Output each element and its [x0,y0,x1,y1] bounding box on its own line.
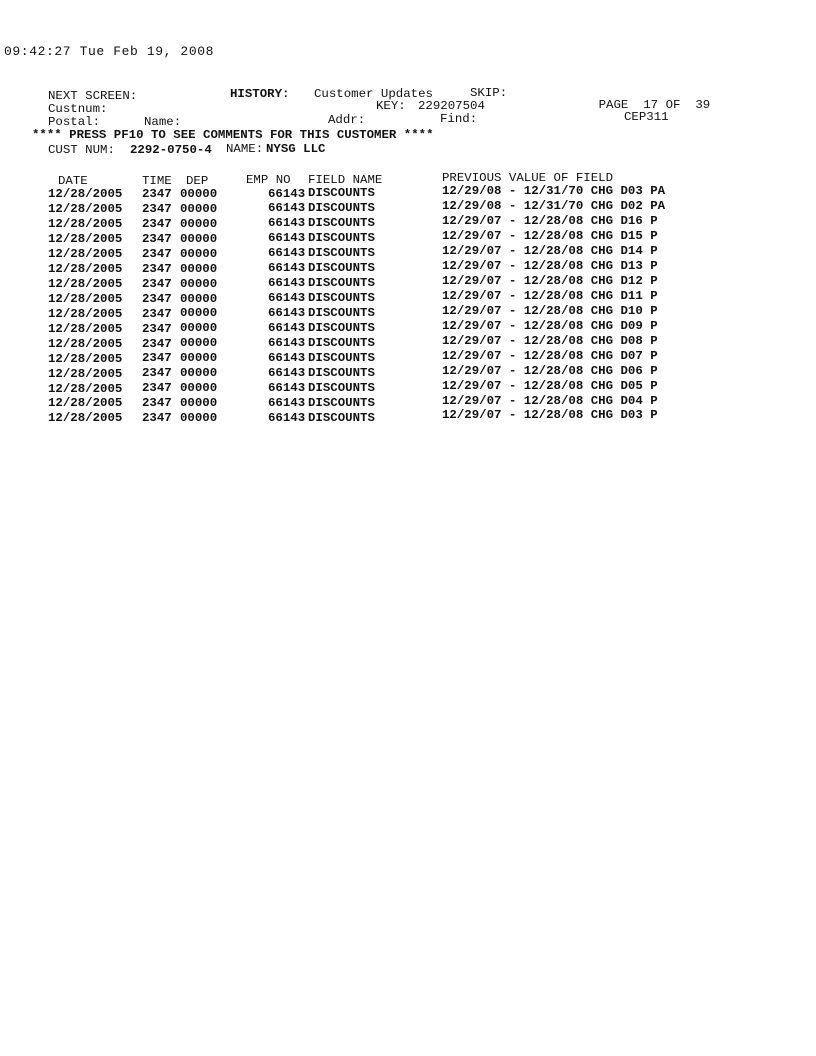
name-input[interactable] [192,115,322,129]
cell-previous-value: 12/29/08 - 12/31/70 CHG D02 PA [442,199,666,214]
table-row [46,303,696,321]
key-label: KEY: [376,99,406,113]
cell-field-name: DISCOUNTS [308,186,375,201]
cell-time: 2347 [142,216,172,231]
cell-time: 2347 [142,291,172,306]
cell-time: 2347 [142,366,172,381]
table-row [46,380,696,394]
next-screen-input[interactable] [160,87,230,101]
cell-previous-value: 12/29/07 - 12/28/08 CHG D11 P [442,288,658,303]
cell-date: 12/28/2005 [48,396,123,411]
cell-date: 12/28/2005 [48,336,123,351]
table-row [46,246,696,260]
cell-emp-no: 66143 [268,380,306,395]
pf10-notice: **** PRESS PF10 TO SEE COMMENTS FOR THIS CUSTOMER **** [32,128,434,142]
cust-name-value: NYSG LLC [266,142,326,156]
cell-date: 12/28/2005 [48,187,123,202]
cell-dep: 00000 [180,351,218,366]
page-of-label: OF [665,98,681,112]
cell-previous-value: 12/29/07 - 12/28/08 CHG D12 P [442,273,658,288]
cell-time: 2347 [142,411,172,426]
history-value: Customer Updates [314,87,433,101]
cell-dep: 00000 [180,291,218,306]
col-field-name: FIELD NAME [308,173,383,187]
cell-previous-value: 12/29/07 - 12/28/08 CHG D10 P [442,303,658,318]
cell-previous-value: 12/29/07 - 12/28/08 CHG D09 P [442,318,658,333]
col-time: TIME [142,174,172,188]
cell-field-name: DISCOUNTS [308,395,375,410]
table-row [46,350,696,364]
cell-dep: 00000 [180,216,218,231]
cell-field-name: DISCOUNTS [308,365,375,380]
cell-emp-no: 66143 [268,216,306,231]
table-row [46,258,696,276]
cell-time: 2347 [142,321,172,336]
col-previous-value: PREVIOUS VALUE OF FIELD [442,171,614,185]
cell-time: 2347 [142,306,172,321]
cell-date: 12/28/2005 [48,351,123,366]
table-row [46,216,696,230]
cell-date: 12/28/2005 [48,261,123,276]
cell-date: 12/28/2005 [48,291,123,306]
cell-dep: 00000 [180,246,218,261]
cell-field-name: DISCOUNTS [308,290,375,305]
cell-emp-no: 66143 [268,350,306,365]
cell-date: 12/28/2005 [48,202,123,217]
cell-time: 2347 [142,381,172,396]
cell-date: 12/28/2005 [48,276,123,291]
table-row [46,201,696,215]
col-date: DATE [58,174,88,188]
page-total: 39 [695,98,711,112]
table-row [46,410,696,424]
cell-emp-no: 66143 [268,306,306,321]
cell-dep: 00000 [180,276,218,291]
cell-previous-value: 12/29/07 - 12/28/08 CHG D13 P [442,258,658,273]
addr-label: Addr: [328,113,366,127]
cust-num-label: CUST NUM: [48,143,115,157]
cell-field-name: DISCOUNTS [308,275,375,290]
cell-field-name: DISCOUNTS [308,261,375,276]
cell-previous-value: 12/29/07 - 12/28/08 CHG D15 P [442,229,658,244]
cell-emp-no: 66143 [268,365,306,380]
cell-time: 2347 [142,187,172,201]
cell-emp-no: 66143 [268,261,306,276]
cell-field-name: DISCOUNTS [308,350,375,365]
cell-emp-no: 66143 [268,246,306,261]
table-row [46,365,696,379]
table-row [46,395,696,409]
cell-time: 2347 [142,231,172,246]
next-screen-label: NEXT SCREEN: [48,89,138,103]
cell-dep: 00000 [180,396,218,411]
cell-previous-value: 12/29/07 - 12/28/08 CHG D07 P [442,348,658,363]
cell-date: 12/28/2005 [48,306,123,321]
table-row [46,186,696,200]
postal-input[interactable] [106,115,134,129]
key-value: 229207504 [418,99,485,113]
cust-name-label: NAME: [226,142,264,156]
cell-time: 2347 [142,336,172,351]
cell-dep: 00000 [180,366,218,381]
history-label: HISTORY: [230,87,290,101]
cell-time: 2347 [142,396,172,411]
cell-dep: 00000 [180,321,218,336]
cell-emp-no: 66143 [268,231,306,246]
cell-time: 2347 [142,276,172,291]
page-current: 17 [643,98,659,112]
table-row [46,231,696,245]
cell-field-name: DISCOUNTS [308,335,375,350]
cell-time: 2347 [142,246,172,261]
cell-previous-value: 12/29/08 - 12/31/70 CHG D03 PA [442,184,666,199]
cell-emp-no: 66143 [268,291,306,306]
name-label: Name: [144,115,182,129]
cell-field-name: DISCOUNTS [308,410,375,425]
cell-previous-value: 12/29/07 - 12/28/08 CHG D06 P [442,363,658,378]
custnum-label: Custnum: [48,102,108,116]
skip-input[interactable] [512,86,542,100]
cell-field-name: DISCOUNTS [308,201,375,216]
cell-previous-value: 12/29/07 - 12/28/08 CHG D04 P [442,393,658,408]
cell-field-name: DISCOUNTS [308,246,375,261]
table-row [46,333,696,351]
table-row [46,288,696,306]
cell-emp-no: 66143 [268,201,306,216]
cell-date: 12/28/2005 [48,366,123,381]
cell-time: 2347 [142,201,172,216]
cell-date: 12/28/2005 [48,381,123,396]
cell-date: 12/28/2005 [48,411,123,426]
cell-date: 12/28/2005 [48,232,123,247]
cell-dep: 00000 [180,261,218,276]
cell-field-name: DISCOUNTS [308,380,375,395]
addr-input[interactable] [372,113,432,127]
print-timestamp: 09:42:27 Tue Feb 19, 2008 [4,44,215,59]
cell-previous-value: 12/29/07 - 12/28/08 CHG D08 P [442,333,658,348]
skip-label: SKIP: [470,86,508,100]
find-label: Find: [440,112,478,126]
cell-previous-value: 12/29/07 - 12/28/08 CHG D03 P [442,408,658,423]
cell-emp-no: 66143 [268,336,306,350]
cell-emp-no: 66143 [268,395,306,410]
find-input[interactable] [486,112,566,126]
cell-dep: 00000 [180,201,218,216]
col-dep: DEP [186,174,209,188]
cell-field-name: DISCOUNTS [308,231,375,246]
cell-dep: 00000 [180,336,218,351]
cell-dep: 00000 [180,186,218,201]
cust-num-value: 2292-0750-4 [130,143,212,157]
cell-previous-value: 12/29/07 - 12/28/08 CHG D05 P [442,378,658,393]
cell-previous-value: 12/29/07 - 12/28/08 CHG D14 P [442,244,658,258]
cell-emp-no: 66143 [268,410,306,425]
cell-field-name: DISCOUNTS [308,320,375,335]
cell-field-name: DISCOUNTS [308,216,375,231]
cell-emp-no: 66143 [268,276,306,291]
cell-time: 2347 [142,261,172,276]
cell-date: 12/28/2005 [48,321,123,336]
table-row [46,318,696,336]
page-label: PAGE [598,98,629,112]
cell-dep: 00000 [180,411,218,426]
postal-label: Postal: [48,115,101,129]
cell-time: 2347 [142,351,172,366]
cell-emp-no: 66143 [268,321,306,336]
cell-dep: 00000 [180,231,218,246]
terminal-screen [32,84,711,426]
cell-date: 12/28/2005 [48,217,123,232]
screen-id: CEP311 [624,110,669,124]
cell-previous-value: 12/29/07 - 12/28/08 CHG D16 P [442,214,658,229]
cell-dep: 00000 [180,381,218,396]
cell-field-name: DISCOUNTS [308,305,375,320]
table-row [46,273,696,291]
cell-dep: 00000 [180,306,218,321]
col-emp-no: EMP NO [246,173,291,187]
cell-emp-no: 66143 [268,186,306,201]
custnum-input[interactable] [118,102,218,116]
cell-date: 12/28/2005 [48,246,123,261]
